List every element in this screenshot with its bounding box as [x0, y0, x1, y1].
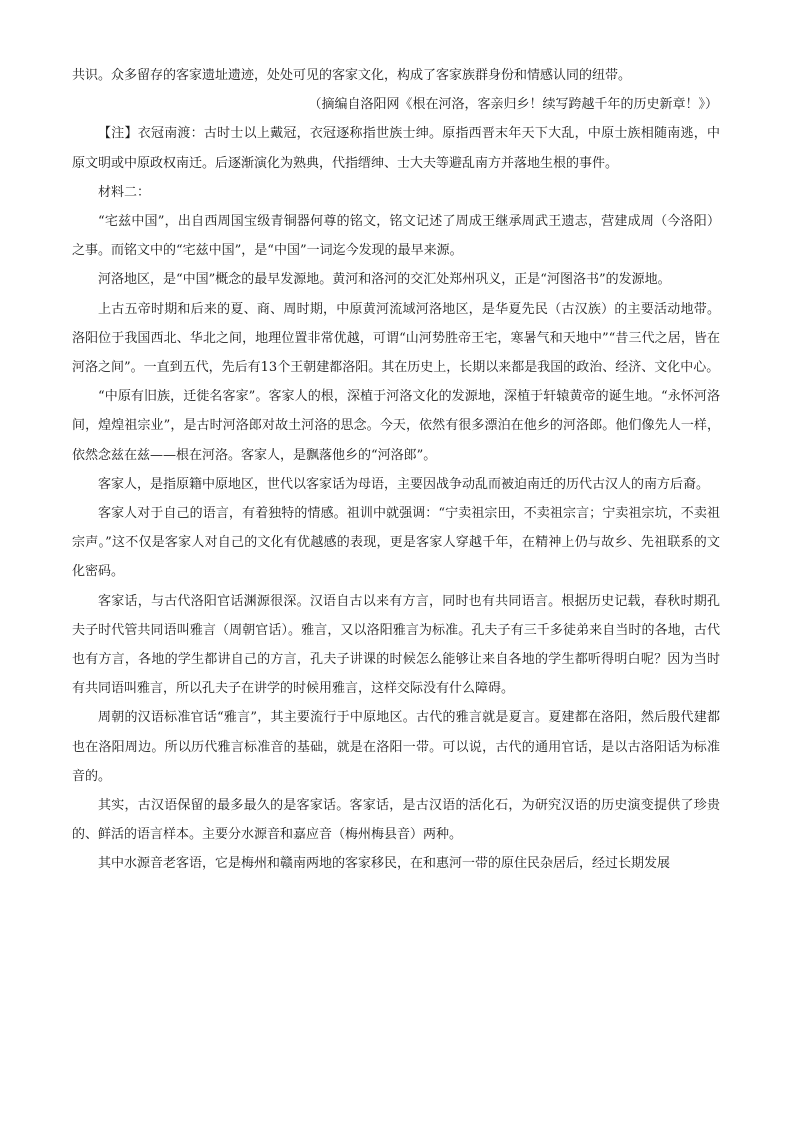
paragraph: 客家人对于自己的语言，有着独特的情感。祖训中就强调：“宁卖祖宗田，不卖祖宗言；宁卖祖宗坑，不卖祖宗声。”这不仅是客家人对自己的文化有优越感的表现，更是客家人穿越千年，在精神上仍与故乡、先祖联系的文化密码。: [72, 506, 720, 580]
paragraph: 周朝的汉语标准官话“雅言”，其主要流行于中原地区。古代的雅言就是夏言。夏建都在洛阳，然后殷代建都也在洛阳周边。所以历代雅言标准音的基础，就是在洛阳一带。可以说，古代的通用官话，是以古洛阳话为标准音的。: [72, 710, 720, 784]
paragraph: “中原有旧族，迁徙名客家”。客家人的根，深植于河洛文化的发源地，深植于轩辕黄帝的诞生地。“永怀河洛间，煌煌祖宗业”，是古时河洛郎对故土河洛的思念。今天，依然有很多漂泊在他乡的河洛郎。他们像先人一样，依然念兹在兹——根在河洛。客家人，是飘落他乡的“河洛郎”。: [72, 389, 720, 463]
annotation-note: 【注】衣冠南渡：古时士以上戴冠，衣冠逐称指世族士绅。原指西晋末年天下大乱，中原士族相随南逃，中原文明或中原政权南迁。后逐渐演化为熟典，代指缙绅、士大夫等避乱南方并落地生根的事件。: [72, 126, 720, 171]
paragraph: 客家话，与古代洛阳官话渊源很深。汉语自古以来有方言，同时也有共同语言。根据历史记载，春秋时期孔夫子时代管共同语叫雅言（周朝官话）。雅言，又以洛阳雅言为标准。孔夫子有三千多徒弟来自当时的各地，古代也有方言，各地的学生都讲自己的方言，孔夫子讲课的时候怎么能够让来自各地的学生都听得明白呢？因为当时有共同语叫雅言，所以孔夫子在讲学的时候用雅言，这样交际没有什么障碍。: [72, 593, 720, 697]
paragraph: 河洛地区，是“中国”概念的最早发源地。黄河和洛河的交汇处郑州巩义，正是“河图洛书”的发源地。: [98, 272, 671, 288]
document-body: [72, 61, 720, 879]
paragraph: 客家人，是指原籍中原地区，世代以客家话为母语，主要因战争动乱而被迫南迁的历代古汉人的南方后裔。: [98, 476, 710, 492]
paragraph-continuation: 共识。众多留存的客家遗址遗迹，处处可见的客家文化，构成了客家族群身份和情感认同的纽带。: [72, 68, 632, 83]
paragraph: “宅兹中国”，出自西周国宝级青铜器何尊的铭文，铭文记述了周成王继承周武王遗志，营建成周（今洛阳）之事。而铭文中的“宅兹中国”，是“中国”一词迄今发现的最早来源。: [72, 214, 720, 259]
paragraph: 其实，古汉语保留的最多最久的是客家话。客家话，是古汉语的活化石，为研究汉语的历史演变提供了珍贵的、鲜活的语言样本。主要分水源音和嘉应音（梅州梅县音）两种。: [72, 798, 720, 843]
material-heading: 材料二：: [98, 184, 151, 200]
source-citation: （摘编自洛阳网《根在河洛，客亲归乡！续写跨越千年的历史新章！》）: [308, 97, 718, 113]
paragraph: 上古五帝时期和后来的夏、商、周时期，中原黄河流域河洛地区，是华夏先民（古汉族）的主要活动地带。洛阳位于我国西北、华北之间，地理位置非常优越，可谓“山河势胜帝王宅，寒暑气和天地中”“昔三代之居，皆在河洛之间”。一直到五代，先后有13个王朝建都洛阳。其在历史上，长期以来都是我国的政治、经济、文化中心。: [72, 301, 720, 376]
paragraph-truncated: 其中水源音老客语，它是梅州和赣南两地的客家移民，在和惠河一带的原住民杂居后，经过长期发展: [98, 856, 671, 872]
